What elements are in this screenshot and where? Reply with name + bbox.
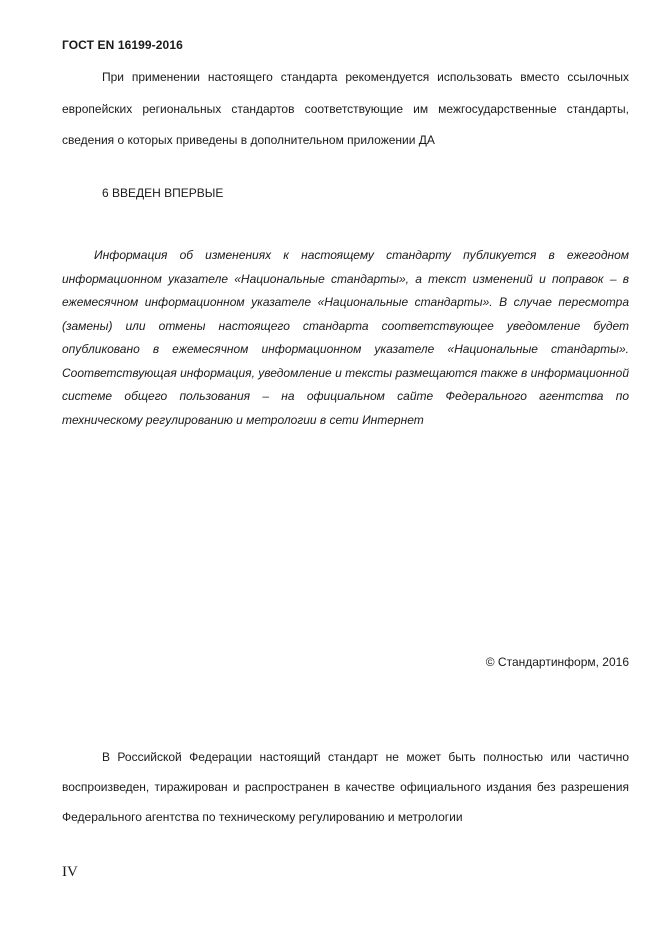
copyright-line: © Стандартинформ, 2016 [485, 655, 629, 669]
info-notice: Информация об изменениях к настоящему стандарту публикуется в ежегодном информационном указателе «Национальные стандарты», а текст изменений и поправок – в ежемесячном информационном указателе «Национальные стандарты». В случае пересмотра (замены) или отмены настоящего стандарта соответствующее уведомление будет опубликовано в ежемесячном информационном указателе «Национальные стандарты». Соответствующая информация, уведомление и тексты размещаются также в информационной системе общего пользования – на официальном сайте Федерального агентства по техническому регулированию и метрологии в сети Интернет [62, 248, 629, 427]
paragraph-references: При применении настоящего стандарта рекомендуется использовать вместо ссылочных европейских региональных стандартов соответствующие им межгосударственные стандарты, сведения о которых приведены в дополнительном приложении ДА [62, 70, 629, 147]
rights-notice: В Российской Федерации настоящий стандарт не может быть полностью или частично воспроизведен, тиражирован и распространен в качестве официального издания без разрешения Федерального агентства по техническому регулированию и метрологии [62, 750, 629, 824]
paragraph-introduced: 6 ВВЕДЕН ВПЕРВЫЕ [102, 186, 224, 200]
document-header: ГОСТ EN 16199-2016 [62, 38, 183, 52]
page-number: IV [62, 864, 78, 880]
